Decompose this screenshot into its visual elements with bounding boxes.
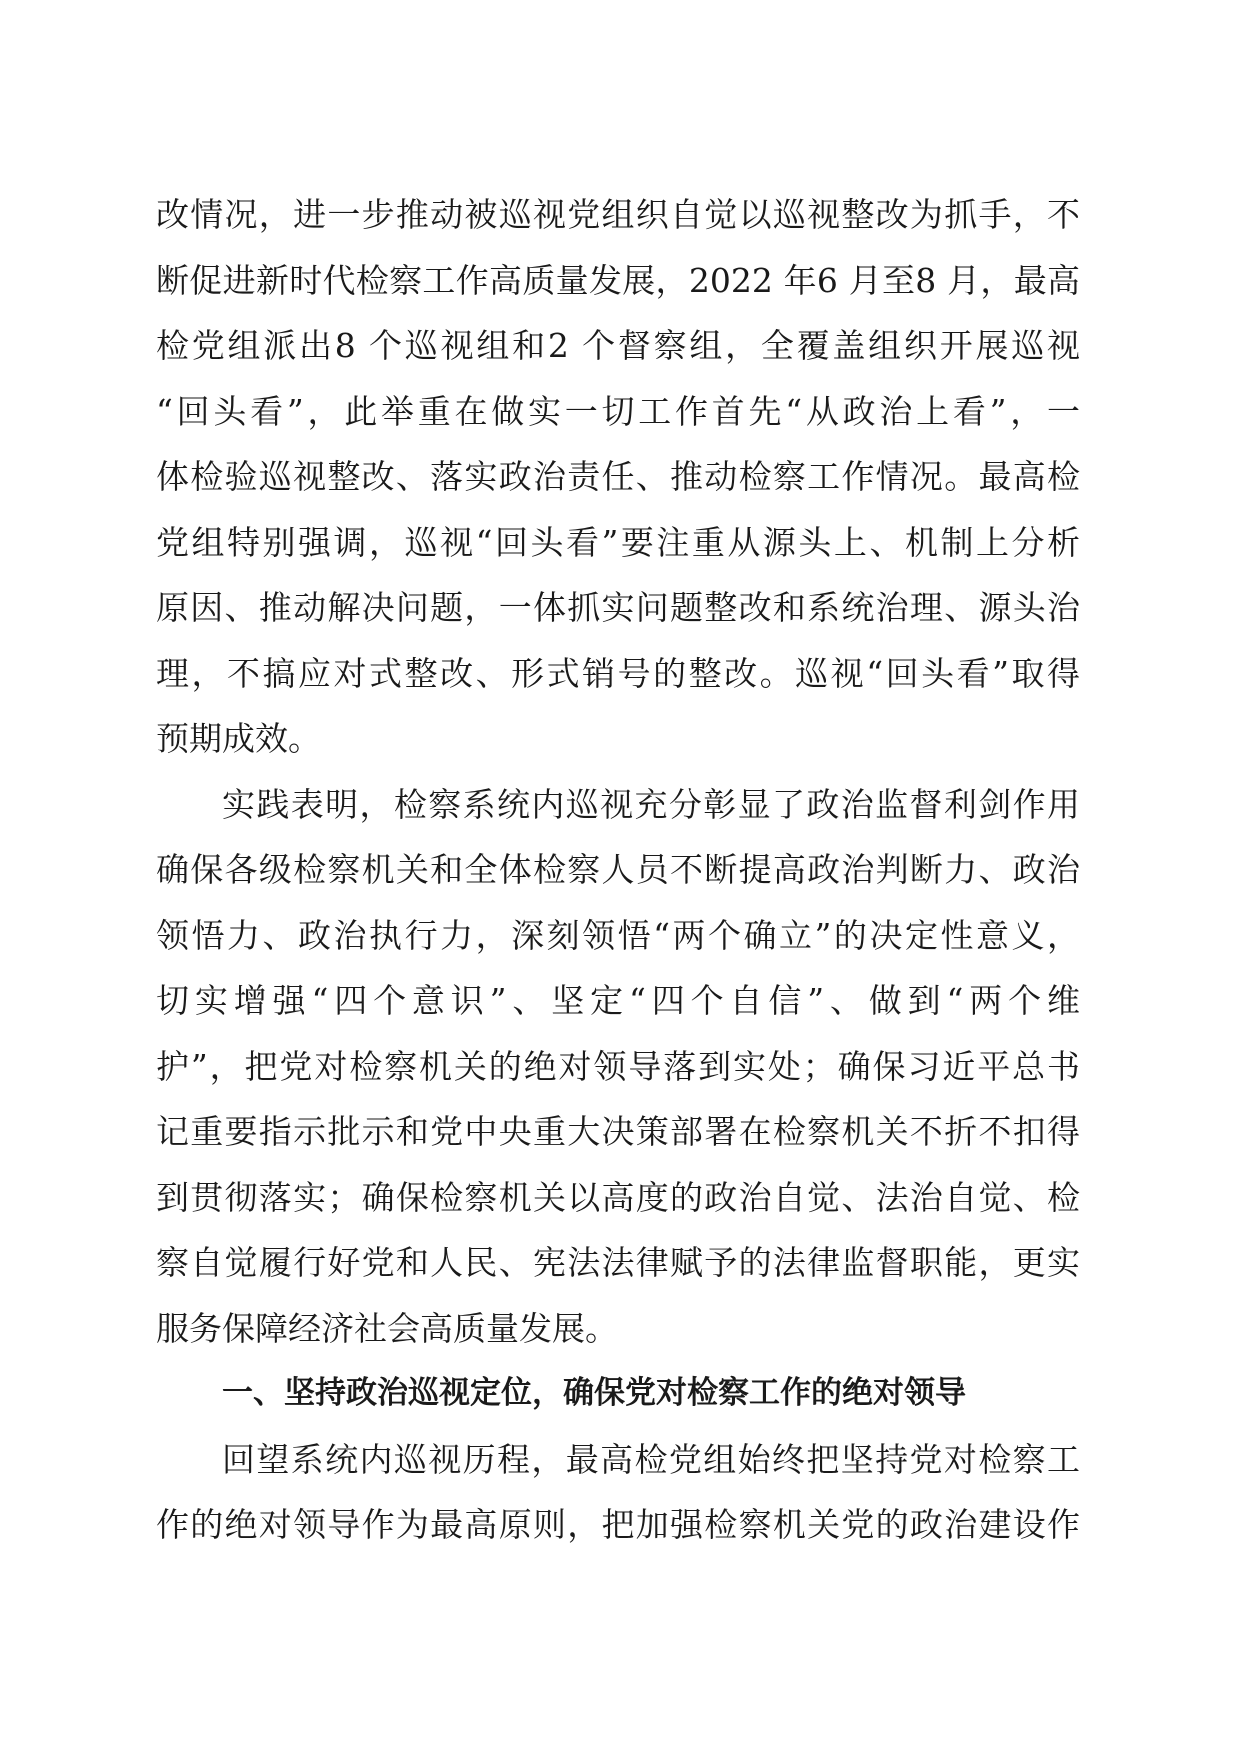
text-line: 理，不搞应对式整改、形式销号的整改。巡视“回头看”取得 [156, 653, 1080, 693]
paragraph-2 [156, 772, 1080, 1362]
text-line: 察自觉履行好党和人民、宪法法律赋予的法律监督职能，更实 [156, 1243, 1080, 1282]
text-line: 领悟力、政治执行力，深刻领悟“两个确立”的决定性意义， [156, 915, 1080, 955]
text-line: 体检验巡视整改、落实政治责任、推动检察工作情况。最高检 [156, 457, 1080, 496]
text-line: 服务保障经济社会高质量发展。 [156, 1308, 618, 1348]
paragraph-3 [156, 1427, 1080, 1558]
document-body [156, 182, 1080, 1558]
text-line: 确保各级检察机关和全体检察人员不断提高政治判断力、政治 [156, 850, 1080, 889]
text-line: 回望系统内巡视历程，最高检党组始终把坚持党对检察工 [222, 1439, 1080, 1479]
section-heading: 一、坚持政治巡视定位，确保党对检察工作的绝对领导 [222, 1375, 966, 1411]
text-line: 作的绝对领导作为最高原则，把加强检察机关党的政治建设作 [156, 1505, 1080, 1544]
text-line: 原因、推动解决问题，一体抓实问题整改和系统治理、源头治 [156, 588, 1080, 627]
text-line: 实践表明，检察系统内巡视充分彰显了政治监督利剑作用 [222, 784, 1080, 824]
text-line: 断促进新时代检察工作高质量发展，2022 年6 月至8 月，最高 [156, 260, 1080, 300]
text-line: 记重要指示批示和党中央重大决策部署在检察机关不折不扣得 [156, 1112, 1080, 1151]
text-line: 检党组派出8 个巡视组和2 个督察组，全覆盖组织开展巡视 [156, 326, 1080, 365]
text-line: 预期成效。 [156, 719, 321, 758]
text-line: 护”，把党对检察机关的绝对领导落到实处；确保习近平总书 [156, 1046, 1080, 1086]
text-line: 党组特别强调，巡视“回头看”要注重从源头上、机制上分析 [156, 522, 1080, 562]
text-line: 改情况，进一步推动被巡视党组织自觉以巡视整改为抓手，不 [156, 195, 1080, 234]
text-line: 到贯彻落实；确保检察机关以高度的政治自觉、法治自觉、检 [156, 1177, 1080, 1217]
text-line: “回头看”，此举重在做实一切工作首先“从政治上看”，一 [156, 391, 1080, 431]
paragraph-1 [156, 182, 1080, 772]
text-line: 切实增强“四个意识”、坚定“四个自信”、做到“两个维 [156, 981, 1080, 1020]
